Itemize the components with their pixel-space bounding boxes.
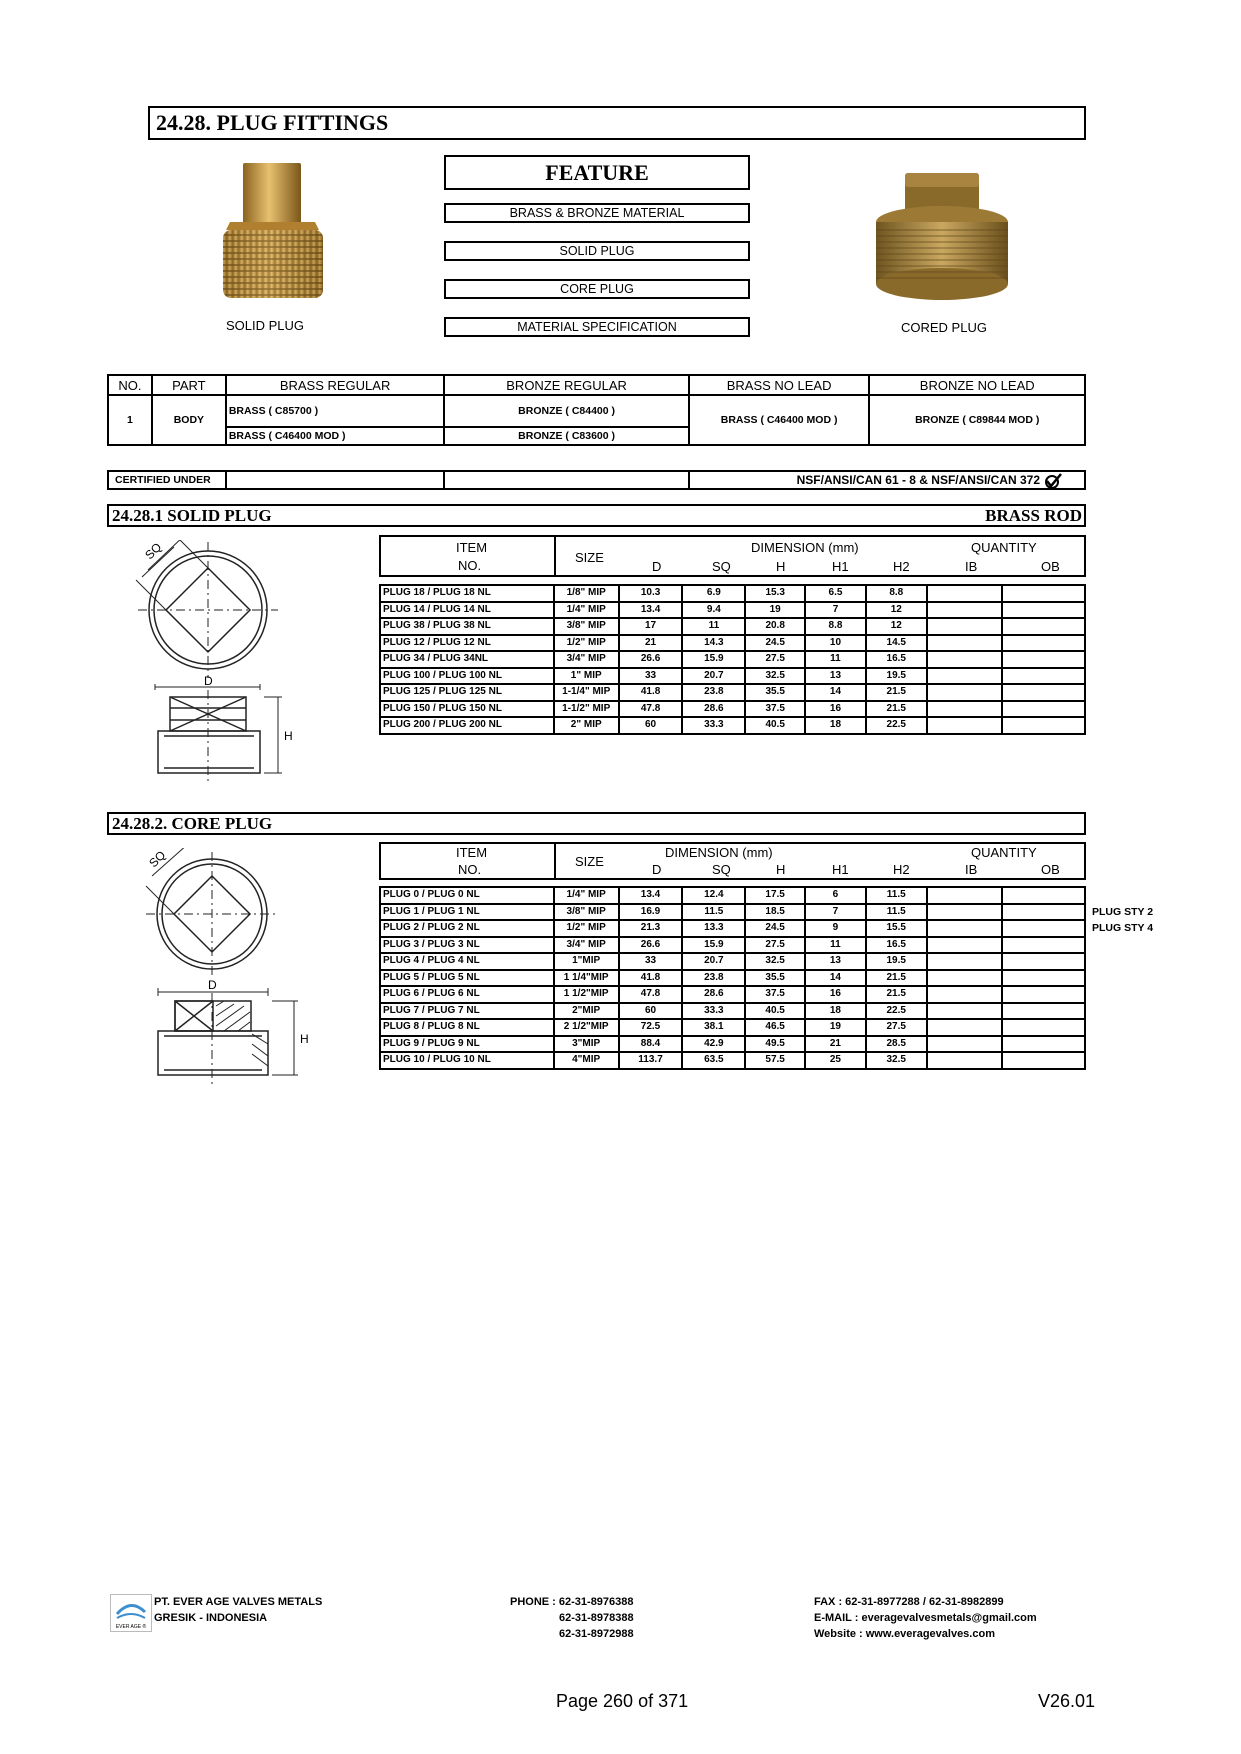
value-cell: 6.5 [805,585,866,602]
value-cell: 3/4" MIP [554,937,619,954]
value-cell: 1/4" MIP [554,887,619,904]
value-cell: 27.5 [745,651,805,668]
value-cell: 60 [619,717,683,734]
value-cell: 13.4 [619,887,683,904]
table-row [380,585,1085,602]
value-cell: 19 [805,1019,866,1036]
core-hdr-d: D [652,862,662,877]
value-cell: 13 [805,668,866,685]
value-cell: 1/4" MIP [554,602,619,619]
value-cell: 26.6 [619,651,683,668]
value-cell: 20.8 [745,618,805,635]
value-cell: 57.5 [745,1052,805,1069]
item-cell: PLUG 5 / PLUG 5 NL [380,970,554,987]
certified-table [107,470,1086,490]
hdr-h: H [776,559,786,574]
value-cell: 9.4 [682,602,745,619]
cored-plug-photo [868,170,1018,310]
certified-value: NSF/ANSI/CAN 61 - 8 & NSF/ANSI/CAN 372 [796,473,1040,487]
table-row [380,651,1085,668]
value-cell: 14.3 [682,635,745,652]
item-cell: PLUG 34 / PLUG 34NL [380,651,554,668]
item-cell: PLUG 125 / PLUG 125 NL [380,684,554,701]
value-cell: 32.5 [745,953,805,970]
value-cell: 14.5 [866,635,927,652]
feature-solid-plug: SOLID PLUG [444,241,750,261]
table-row [380,1019,1085,1036]
value-cell: 11.5 [682,904,745,921]
table-row [380,717,1085,734]
value-cell: 11 [805,937,866,954]
qty-ib-cell[interactable] [927,1052,1003,1069]
hdr-h1: H1 [832,559,849,574]
value-cell: 28.5 [866,1036,927,1053]
core-hdr-h1: H1 [832,862,849,877]
value-cell: 33 [619,668,683,685]
value-cell: 3"MIP [554,1036,619,1053]
core-table-header [379,842,1086,880]
footer-company [154,1594,322,1626]
value-cell: 4"MIP [554,1052,619,1069]
value-cell: 42.9 [682,1036,745,1053]
core-hdr-no: NO. [458,862,482,877]
value-cell: 13.3 [682,920,745,937]
sq-label: SQ [142,540,165,563]
company-name: PT. EVER AGE VALVES METALS [154,1596,323,1608]
solid-plug-photo [215,160,380,310]
item-cell: PLUG 4 / PLUG 4 NL [380,953,554,970]
website[interactable]: Website : www.everagevalves.com [814,1628,995,1640]
item-cell: PLUG 18 / PLUG 18 NL [380,585,554,602]
qty-ob-cell[interactable] [1002,618,1085,635]
value-cell: 8.8 [805,618,866,635]
h-label: H [284,729,293,743]
value-cell: 16 [805,701,866,718]
qty-ob-cell[interactable] [1002,602,1085,619]
value-cell: 19.5 [866,668,927,685]
item-cell: PLUG 3 / PLUG 3 NL [380,937,554,954]
value-cell: 3/8" MIP [554,904,619,921]
value-cell: 35.5 [745,970,805,987]
qty-ib-cell[interactable] [927,937,1003,954]
qty-ob-cell[interactable] [1002,1019,1085,1036]
value-cell: 18 [805,717,866,734]
mat-header-brass-no-lead: BRASS NO LEAD [689,375,870,395]
value-cell: 23.8 [682,970,745,987]
value-cell: 16.9 [619,904,683,921]
value-cell: 24.5 [745,920,805,937]
qty-ob-cell[interactable] [1002,970,1085,987]
value-cell: 40.5 [745,717,805,734]
qty-ob-cell[interactable] [1002,684,1085,701]
value-cell: 63.5 [682,1052,745,1069]
value-cell: 3/4" MIP [554,651,619,668]
table-row [380,937,1085,954]
table-row [380,904,1085,921]
value-cell: 12 [866,618,927,635]
value-cell: 15.3 [745,585,805,602]
value-cell: 27.5 [745,937,805,954]
brass-rod-label: BRASS ROD [985,506,1082,525]
note-plug-sty-4: PLUG STY 4 [1092,922,1154,934]
qty-ob-cell[interactable] [1002,887,1085,904]
core-hdr-h2: H2 [893,862,910,877]
value-cell: 10 [805,635,866,652]
item-cell: PLUG 6 / PLUG 6 NL [380,986,554,1003]
qty-ib-cell[interactable] [927,668,1003,685]
hdr-d: D [652,559,662,574]
fax: FAX : 62-31-8977288 / 62-31-8982899 [814,1596,1004,1608]
table-row [380,618,1085,635]
value-cell: 9 [805,920,866,937]
core-sq-label: SQ [146,848,169,871]
value-cell: 33 [619,953,683,970]
item-cell: PLUG 38 / PLUG 38 NL [380,618,554,635]
value-cell: 8.8 [866,585,927,602]
qty-ob-cell[interactable] [1002,701,1085,718]
feature-title: FEATURE [444,155,750,190]
qty-ob-cell[interactable] [1002,668,1085,685]
phone-1: PHONE : 62-31-8976388 [510,1596,634,1608]
value-cell: 13 [805,953,866,970]
qty-ob-cell[interactable] [1002,937,1085,954]
core-hdr-sq: SQ [712,862,731,877]
table-row [380,1052,1085,1069]
core-hdr-quantity: QUANTITY [971,845,1037,860]
mat-brass-regular-1: BRASS ( C85700 ) [226,395,445,427]
value-cell: 28.6 [682,986,745,1003]
qty-ob-cell[interactable] [1002,986,1085,1003]
core-h-label: H [300,1032,309,1046]
mat-header-no: NO. [108,375,152,395]
core-hdr-dimension: DIMENSION (mm) [665,845,773,860]
solid-plug-section-bar [107,504,1086,527]
qty-ib-cell[interactable] [927,651,1003,668]
note-plug-sty-2: PLUG STY 2 [1092,906,1154,918]
item-cell: PLUG 9 / PLUG 9 NL [380,1036,554,1053]
qty-ib-cell[interactable] [927,887,1003,904]
value-cell: 22.5 [866,1003,927,1020]
phone-2: 62-31-8978388 [559,1612,634,1624]
qty-ib-cell[interactable] [927,904,1003,921]
qty-ob-cell[interactable] [1002,904,1085,921]
footer-contact [814,1594,1037,1642]
item-cell: PLUG 150 / PLUG 150 NL [380,701,554,718]
value-cell: 7 [805,602,866,619]
hdr-item: ITEM [456,540,488,555]
value-cell: 7 [805,904,866,921]
item-cell: PLUG 0 / PLUG 0 NL [380,887,554,904]
core-plug-section-title: 24.28.2. CORE PLUG [112,814,273,833]
table-row [380,986,1085,1003]
mat-header-brass-regular: BRASS REGULAR [226,375,445,395]
value-cell: 1/8" MIP [554,585,619,602]
version: V26.01 [1038,1691,1096,1711]
item-cell: PLUG 200 / PLUG 200 NL [380,717,554,734]
footer-phone [510,1594,634,1642]
table-row [380,887,1085,904]
logo-text: EVER AGE ® [115,1624,147,1630]
value-cell: 26.6 [619,937,683,954]
qty-ib-cell[interactable] [927,1003,1003,1020]
value-cell: 19.5 [866,953,927,970]
item-cell: PLUG 7 / PLUG 7 NL [380,1003,554,1020]
value-cell: 13.4 [619,602,683,619]
hdr-size: SIZE [575,550,604,565]
company-location: GRESIK - INDONESIA [154,1612,268,1624]
solid-plug-section-title: 24.28.1 SOLID PLUG [112,506,272,525]
core-hdr-ib: IB [965,862,978,877]
value-cell: 18.5 [745,904,805,921]
qty-ob-cell[interactable] [1002,953,1085,970]
value-cell: 47.8 [619,701,683,718]
item-cell: PLUG 8 / PLUG 8 NL [380,1019,554,1036]
table-row [380,920,1085,937]
value-cell: 40.5 [745,1003,805,1020]
value-cell: 11 [805,651,866,668]
mat-bronze-regular-2: BRONZE ( C83600 ) [444,427,688,445]
solid-table-header [379,535,1086,577]
value-cell: 19 [745,602,805,619]
value-cell: 27.5 [866,1019,927,1036]
qty-ib-cell[interactable] [927,986,1003,1003]
value-cell: 16.5 [866,651,927,668]
value-cell: 14 [805,970,866,987]
core-d-label: D [208,978,217,992]
hdr-ib: IB [965,559,978,574]
value-cell: 21.5 [866,970,927,987]
qty-ib-cell[interactable] [927,701,1003,718]
qty-ib-cell[interactable] [927,618,1003,635]
value-cell: 21.5 [866,701,927,718]
item-cell: PLUG 10 / PLUG 10 NL [380,1052,554,1069]
feature-material-spec: MATERIAL SPECIFICATION [444,317,750,337]
table-row [380,635,1085,652]
material-table [107,374,1086,446]
value-cell: 88.4 [619,1036,683,1053]
hdr-ob: OB [1041,559,1060,574]
core-plug-drawing [140,848,325,1088]
core-hdr-item: ITEM [456,845,488,860]
value-cell: 28.6 [682,701,745,718]
value-cell: 1-1/4" MIP [554,684,619,701]
qty-ib-cell[interactable] [927,970,1003,987]
qty-ob-cell[interactable] [1002,1052,1085,1069]
value-cell: 1"MIP [554,953,619,970]
page-number: Page 260 of 371 [556,1691,689,1711]
company-logo [110,1594,152,1632]
value-cell: 2" MIP [554,717,619,734]
value-cell: 10.3 [619,585,683,602]
qty-ob-cell[interactable] [1002,1003,1085,1020]
value-cell: 21.5 [866,684,927,701]
value-cell: 1 1/4"MIP [554,970,619,987]
qty-ib-cell[interactable] [927,920,1003,937]
value-cell: 12 [866,602,927,619]
value-cell: 21 [805,1036,866,1053]
value-cell: 46.5 [745,1019,805,1036]
qty-ob-cell[interactable] [1002,651,1085,668]
qty-ob-cell[interactable] [1002,1036,1085,1053]
value-cell: 21.5 [866,986,927,1003]
mat-part: BODY [152,395,226,445]
phone-3: 62-31-8972988 [559,1628,634,1640]
qty-ib-cell[interactable] [927,635,1003,652]
value-cell: 1/2" MIP [554,635,619,652]
table-row [380,1003,1085,1020]
table-row [380,953,1085,970]
value-cell: 15.9 [682,651,745,668]
value-cell: 38.1 [682,1019,745,1036]
feature-brass-bronze: BRASS & BRONZE MATERIAL [444,203,750,223]
item-cell: PLUG 12 / PLUG 12 NL [380,635,554,652]
value-cell: 16.5 [866,937,927,954]
value-cell: 15.9 [682,937,745,954]
value-cell: 33.3 [682,717,745,734]
value-cell: 17.5 [745,887,805,904]
core-hdr-size: SIZE [575,854,604,869]
core-plug-section-bar [107,812,1086,835]
core-hdr-ob: OB [1041,862,1060,877]
value-cell: 18 [805,1003,866,1020]
value-cell: 1 1/2"MIP [554,986,619,1003]
core-hdr-h: H [776,862,786,877]
value-cell: 6.9 [682,585,745,602]
qty-ib-cell[interactable] [927,684,1003,701]
mat-bronze-regular-1: BRONZE ( C84400 ) [444,395,688,427]
qty-ib-cell[interactable] [927,602,1003,619]
value-cell: 37.5 [745,986,805,1003]
qty-ib-cell[interactable] [927,1019,1003,1036]
table-row [380,684,1085,701]
value-cell: 24.5 [745,635,805,652]
table-row [380,970,1085,987]
value-cell: 23.8 [682,684,745,701]
value-cell: 21.3 [619,920,683,937]
value-cell: 2 1/2"MIP [554,1019,619,1036]
value-cell: 113.7 [619,1052,683,1069]
value-cell: 47.8 [619,986,683,1003]
value-cell: 20.7 [682,953,745,970]
feature-core-plug: CORE PLUG [444,279,750,299]
value-cell: 37.5 [745,701,805,718]
value-cell: 14 [805,684,866,701]
hdr-dimension: DIMENSION (mm) [751,540,859,555]
value-cell: 72.5 [619,1019,683,1036]
value-cell: 35.5 [745,684,805,701]
qty-ib-cell[interactable] [927,1036,1003,1053]
value-cell: 32.5 [745,668,805,685]
hdr-sq: SQ [712,559,731,574]
qty-ib-cell[interactable] [927,585,1003,602]
mat-header-bronze-regular: BRONZE REGULAR [444,375,688,395]
qty-ib-cell[interactable] [927,953,1003,970]
value-cell: 41.8 [619,684,683,701]
value-cell: 11.5 [866,904,927,921]
value-cell: 60 [619,1003,683,1020]
value-cell: 49.5 [745,1036,805,1053]
mat-header-bronze-no-lead: BRONZE NO LEAD [869,375,1085,395]
qty-ib-cell[interactable] [927,717,1003,734]
solid-plug-table [379,584,1086,735]
value-cell: 17 [619,618,683,635]
value-cell: 25 [805,1052,866,1069]
mat-no: 1 [108,395,152,445]
certified-label: CERTIFIED UNDER [108,471,226,489]
table-row [380,701,1085,718]
email[interactable]: E-MAIL : everagevalvesmetals@gmail.com [814,1612,1037,1624]
qty-ob-cell[interactable] [1002,717,1085,734]
value-cell: 15.5 [866,920,927,937]
qty-ob-cell[interactable] [1002,635,1085,652]
mat-brass-regular-2: BRASS ( C46400 MOD ) [226,427,445,445]
qty-ob-cell[interactable] [1002,585,1085,602]
solid-plug-drawing [130,540,320,790]
value-cell: 2"MIP [554,1003,619,1020]
solid-plug-caption: SOLID PLUG [226,318,305,333]
table-row [380,1036,1085,1053]
mat-bronze-no-lead: BRONZE ( C89844 MOD ) [869,395,1085,445]
hdr-no: NO. [458,558,482,573]
value-cell: 22.5 [866,717,927,734]
value-cell: 6 [805,887,866,904]
page-title: 24.28. PLUG FITTINGS [148,106,1086,140]
check-icon [1044,473,1062,489]
value-cell: 1/2" MIP [554,920,619,937]
hdr-h2: H2 [893,559,910,574]
hdr-quantity: QUANTITY [971,540,1037,555]
value-cell: 32.5 [866,1052,927,1069]
item-cell: PLUG 100 / PLUG 100 NL [380,668,554,685]
table-row [380,602,1085,619]
item-cell: PLUG 2 / PLUG 2 NL [380,920,554,937]
item-cell: PLUG 1 / PLUG 1 NL [380,904,554,921]
value-cell: 1" MIP [554,668,619,685]
d-label: D [204,674,213,688]
mat-header-part: PART [152,375,226,395]
value-cell: 20.7 [682,668,745,685]
table-row [380,668,1085,685]
value-cell: 21 [619,635,683,652]
value-cell: 33.3 [682,1003,745,1020]
value-cell: 16 [805,986,866,1003]
value-cell: 11.5 [866,887,927,904]
value-cell: 12.4 [682,887,745,904]
cored-plug-caption: CORED PLUG [901,320,987,335]
qty-ob-cell[interactable] [1002,920,1085,937]
value-cell: 3/8" MIP [554,618,619,635]
value-cell: 41.8 [619,970,683,987]
value-cell: 1-1/2" MIP [554,701,619,718]
item-cell: PLUG 14 / PLUG 14 NL [380,602,554,619]
core-plug-table [379,886,1086,1070]
value-cell: 11 [682,618,745,635]
mat-brass-no-lead: BRASS ( C46400 MOD ) [689,395,870,445]
